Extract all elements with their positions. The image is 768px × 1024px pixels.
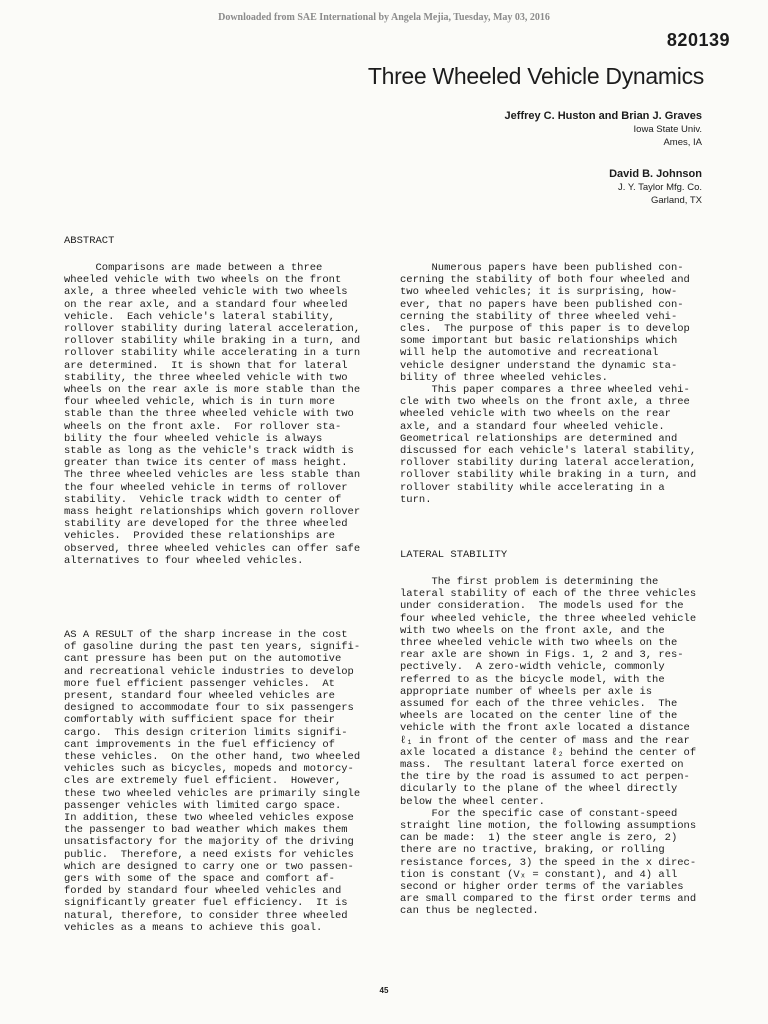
lateral-stability-text: The first problem is determining the lateral stability of each of the three vehicles under consideration. The models used for the four wheeled vehicle, the three wheeled vehicle with two wheels on the front axle, and the three wheeled vehicle with two wheels on the rear axle are shown in Figs. 1, 2 and 3, res- pectively. A zero-width vehicle, commonly referred to as the bicycle model, with the appropriate number of wheels per axle is assumed for each of the three vehicles. The wheels are located on the center line of the vehicle with the front axle located a distance ℓ₁ in front of the center of mass and the rear axle located a distance ℓ₂ behind the center of mass. The resultant lateral force exerted on the tire by the road is assumed to act perpen- dicularly to the plane of the wheel directly below the wheel center. For the specific case of constant-speed straight line motion, the following assumptions can be made: 1) the steer angle is zero, 2) there are no tractive, braking, or rolling resistance forces, 3) the speed in the x direc- tion is constant (Vₓ = constant), and 4) all second or higher order terms of the variables are small compared to the first order terms and can thus be neglected. bbox=[400, 576, 697, 918]
author-affiliation: J. Y. Taylor Mfg. Co. bbox=[618, 182, 702, 193]
author-block-1 bbox=[505, 109, 702, 149]
introduction-text: AS A RESULT of the sharp increase in the cost of gasoline during the past ten years, signifi- cant pressure has been put on the automotive and recreational vehicle industries to develop more fuel efficient passenger vehicles. At present, standard four wheeled vehicles are designed to accommodate four to six passengers comfortably with sufficient space for their cargo. This design criterion limits signifi- cant improvements in the fuel efficiency of these vehicles. On the other hand, two wheeled vehicles such as bicycles, mopeds and motorcy- cles are extremely fuel efficient. However, these two wheeled vehicles are primarily single passenger vehicles with limited cargo space. In addition, these two wheeled vehicles expose the passenger to bad weather which makes them unsatisfactory for the majority of the driving public. Therefore, a need exists for vehicles which are designed to carry one or two passen- gers with some of the space and comfort af- forded by standard four wheeled vehicles and significantly greater fuel efficiency. It is natural, therefore, to consider three wheeled vehicles as a means to achieve this goal. bbox=[64, 629, 361, 934]
author-names: David B. Johnson bbox=[609, 168, 702, 180]
author-block-2 bbox=[609, 167, 702, 207]
abstract-heading: ABSTRACT bbox=[64, 235, 115, 247]
paper-number: 820139 bbox=[666, 30, 730, 50]
lateral-stability-heading: LATERAL STABILITY bbox=[400, 549, 508, 561]
page-number: 45 bbox=[379, 986, 389, 995]
author-affiliation: Iowa State Univ. bbox=[633, 124, 702, 135]
introduction-continued-text: Numerous papers have been published con- cerning the stability of both four wheeled and two wheeled vehicles; it is surprising, how- ever, that no papers have been published con- cerning the stability of three wheeled vehi- cles. The purpose of this paper is to develop some important but basic relationships which will help the automotive and recreational vehicle designer understand the dynamic sta- bility of three wheeled vehicles. This paper compares a three wheeled vehi- cle with two wheels on the front axle, a three wheeled vehicle with two wheels on the rear axle, and a standard four wheeled vehicle. Geometrical relationships are determined and discussed for each vehicle's lateral stability, rollover stability during lateral acceleration, rollover stability while braking in a turn, and rollover stability while accelerating in a turn. bbox=[400, 262, 697, 506]
paper-title: Three Wheeled Vehicle Dynamics bbox=[367, 63, 704, 89]
author-location: Ames, IA bbox=[663, 137, 702, 148]
abstract-text: Comparisons are made between a three wheeled vehicle with two wheels on the front axle, a three wheeled vehicle with two wheels on the rear axle, and a standard four wheeled vehicle. Each vehicle's lateral stability, rollover stability during lateral acceleration, rollover stability while braking in a turn, and rollover stability while accelerating in a turn are determined. It is shown that for lateral stability, the three wheeled vehicle with two wheels on the rear axle is more stable than the four wheeled vehicle, which is in turn more stable than the three wheeled vehicle with two wheels on the front axle. For rollover sta- bility the four wheeled vehicle is always stable as long as the vehicle's track width is greater than twice its center of mass height. The three wheeled vehicles are less stable than the four wheeled vehicle in terms of rollover stability. Vehicle track width to center of mass height relationships which govern rollover stability are developed for the three wheeled vehicles. Provided these relationships are observed, three wheeled vehicles can offer safe alternatives to four wheeled vehicles. bbox=[64, 262, 361, 567]
download-note: Downloaded from SAE International by Angela Mejia, Tuesday, May 03, 2016 bbox=[218, 12, 550, 23]
author-names: Jeffrey C. Huston and Brian J. Graves bbox=[504, 110, 702, 122]
author-location: Garland, TX bbox=[650, 195, 702, 206]
